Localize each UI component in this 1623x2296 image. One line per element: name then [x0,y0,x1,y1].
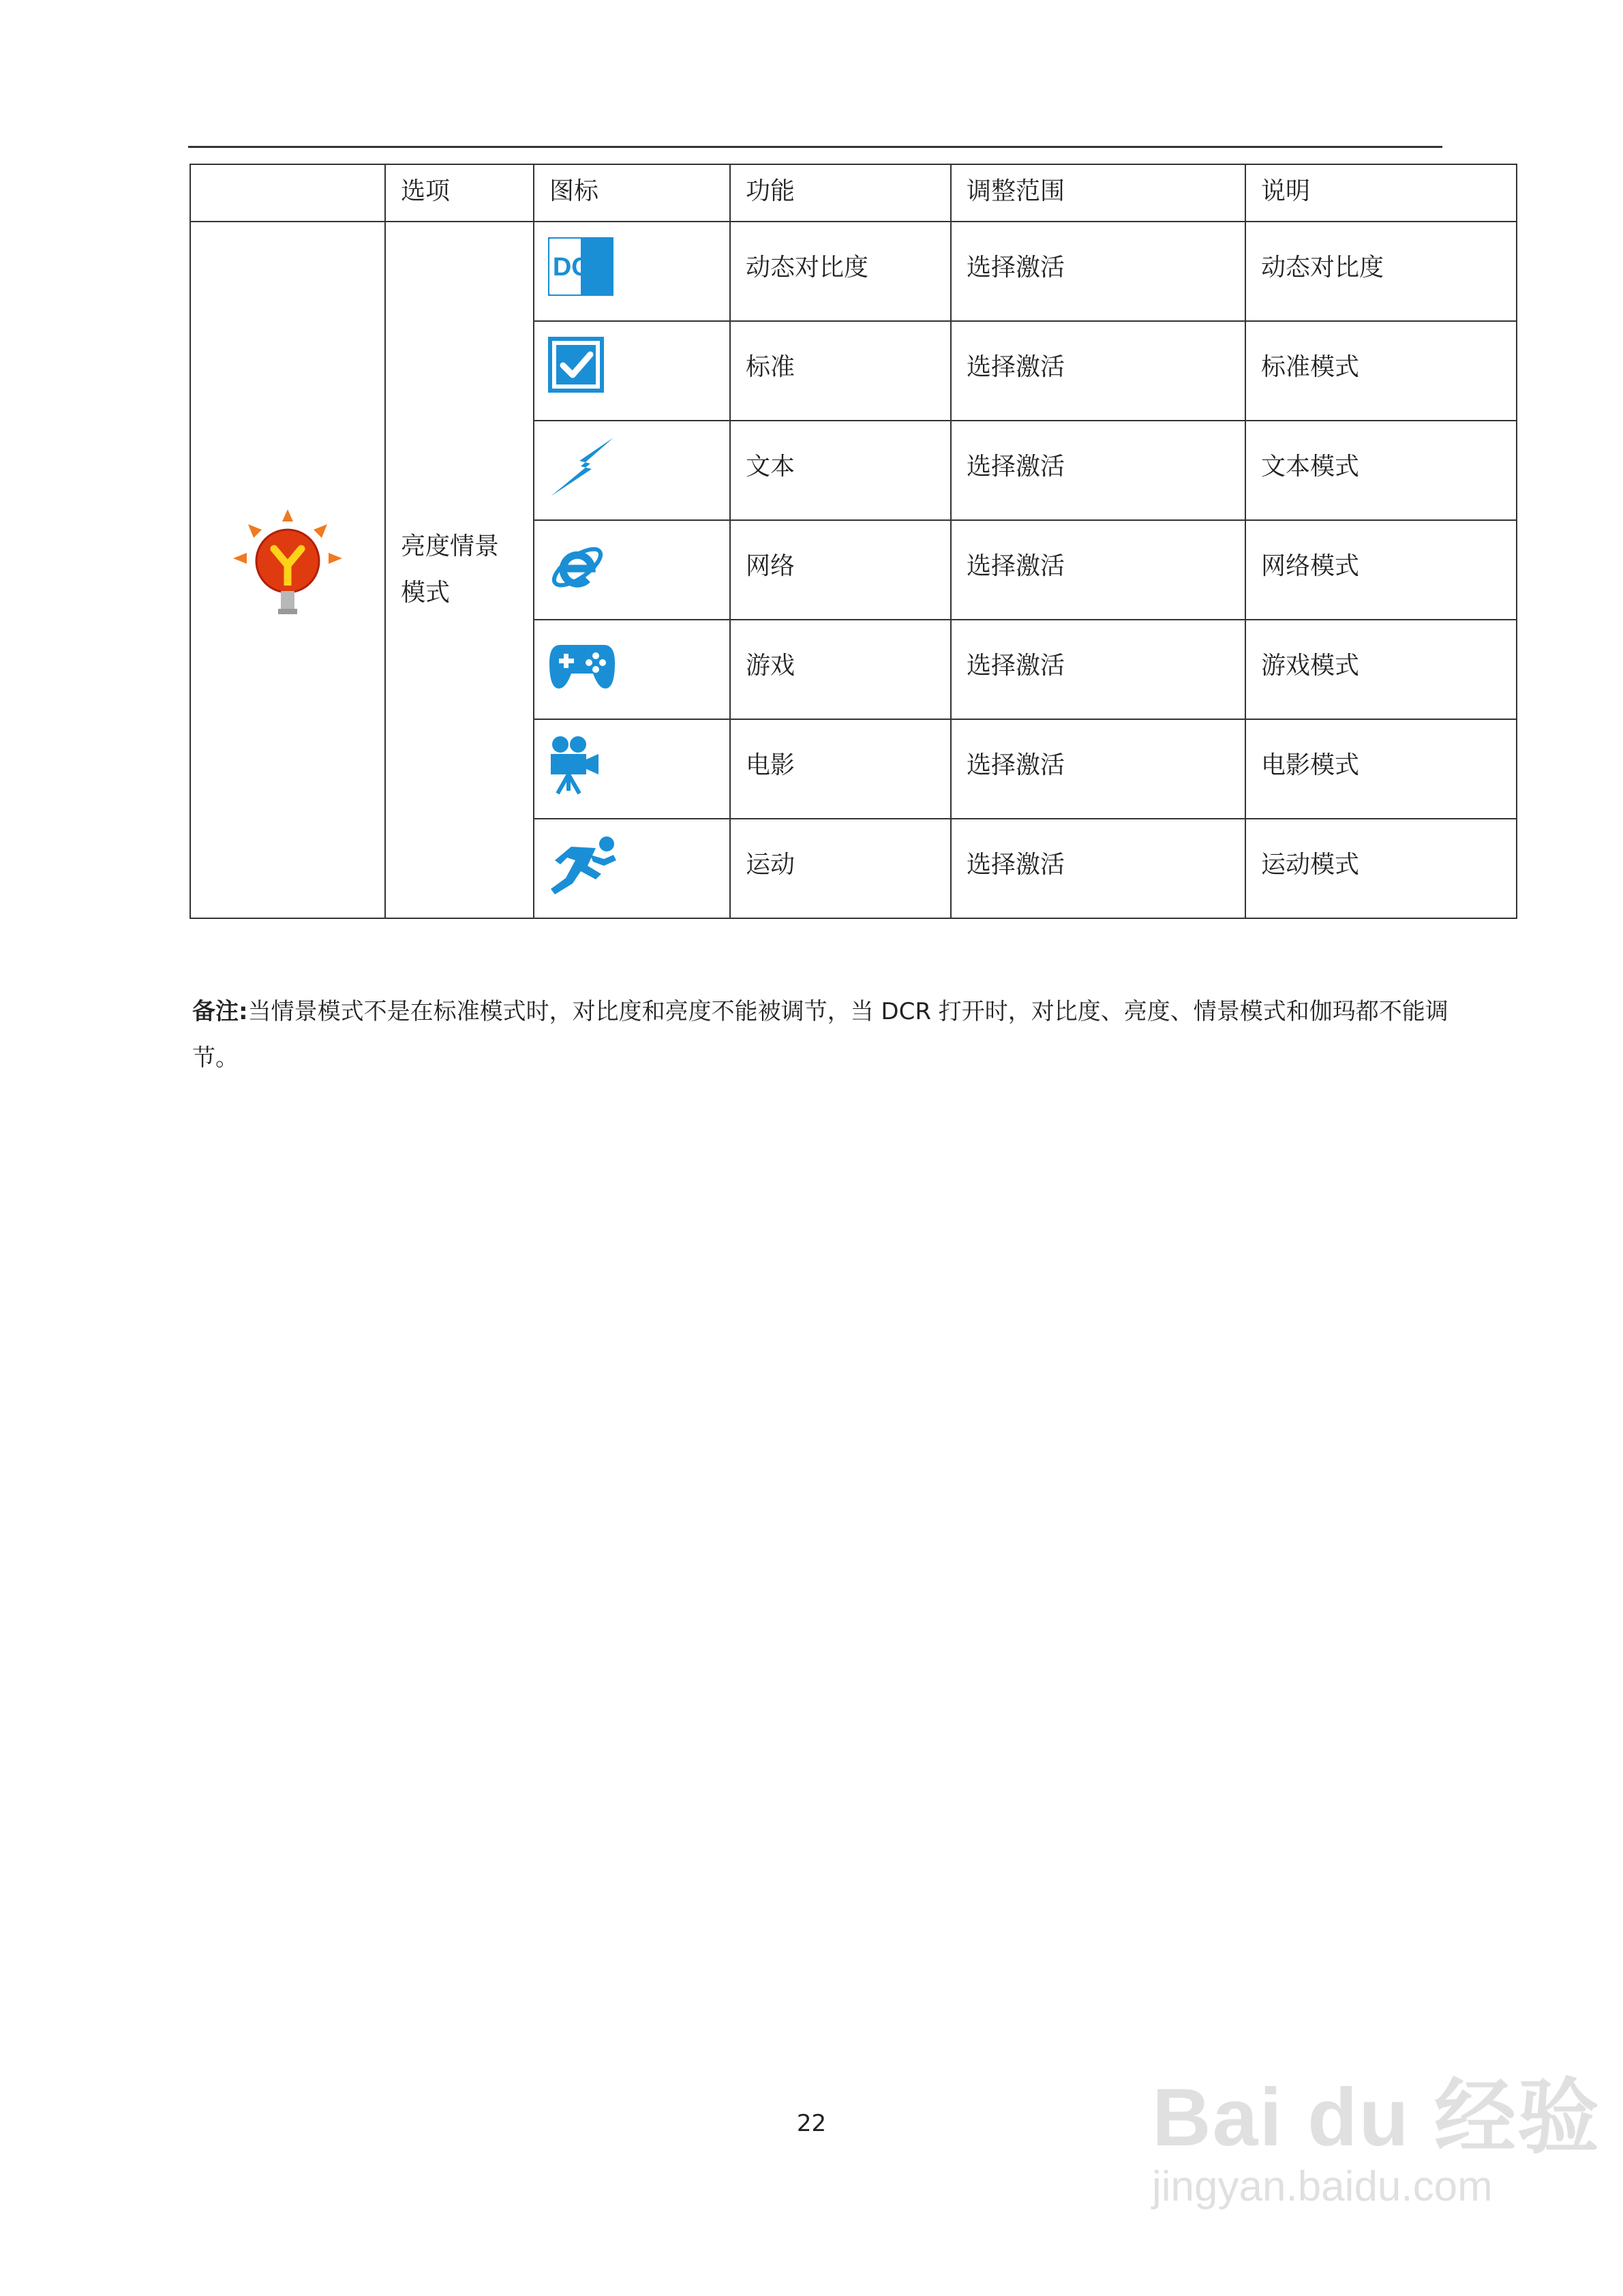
table-header-row [190,164,1517,222]
header-function: 功能 [730,164,951,222]
icon-cell [534,819,730,918]
footnote-text: 当情景模式不是在标准模式时，对比度和亮度不能被调节，当 DCR 打开时，对比度、亮度、情景模式和伽玛都不能调节。 [192,998,1448,1072]
lightning-icon [548,436,616,498]
watermark [1152,2052,1601,2211]
icon-cell [534,620,730,719]
footnote [192,988,1453,1081]
header-option: 选项 [385,164,534,222]
footnote-label: 备注: [192,998,248,1025]
description-cell: 标准模式 [1245,321,1517,421]
header-cell-blank [190,164,385,222]
internet-explorer-icon [548,536,607,597]
table-row [190,222,1517,321]
checkmark-icon [548,337,604,393]
description-cell: 文本模式 [1245,421,1517,520]
settings-table [189,164,1517,919]
watermark-logo-text: Bai du 经验 [1152,2072,1601,2163]
header-description: 说明 [1245,164,1517,222]
function-cell: 文本 [730,421,951,520]
gamepad-icon [548,635,616,694]
range-cell: 选择激活 [951,321,1245,421]
dcr-icon-text: DCR [552,253,609,282]
function-cell: 网络 [730,520,951,620]
function-cell: 运动 [730,819,951,918]
header-range: 调整范围 [951,164,1245,222]
function-cell: 动态对比度 [730,222,951,321]
range-cell: 选择激活 [951,520,1245,620]
function-cell: 电影 [730,719,951,819]
range-cell: 选择激活 [951,819,1245,918]
description-cell: 电影模式 [1245,719,1517,819]
option-cell [385,222,534,918]
running-man-icon [548,834,619,896]
dcr-icon [548,237,613,296]
icon-cell [534,222,730,321]
description-cell: 动态对比度 [1245,222,1517,321]
icon-cell [534,321,730,421]
icon-cell [534,421,730,520]
range-cell: 选择激活 [951,421,1245,520]
brightness-sun-icon [233,509,342,625]
icon-cell [534,520,730,620]
description-cell: 运动模式 [1245,819,1517,918]
option-label: 亮度情景模式 [401,532,500,607]
page-number: 22 [796,2110,827,2137]
header-icon: 图标 [534,164,730,222]
range-cell: 选择激活 [951,719,1245,819]
function-cell: 标准 [730,321,951,421]
icon-cell [534,719,730,819]
logo-cell [190,222,385,918]
description-cell: 游戏模式 [1245,620,1517,719]
function-cell: 游戏 [730,620,951,719]
watermark-url: jingyan.baidu.com [1152,2163,1493,2210]
top-rule [188,146,1442,148]
range-cell: 选择激活 [951,620,1245,719]
description-cell: 网络模式 [1245,520,1517,620]
movie-camera-icon [548,735,603,795]
range-cell: 选择激活 [951,222,1245,321]
